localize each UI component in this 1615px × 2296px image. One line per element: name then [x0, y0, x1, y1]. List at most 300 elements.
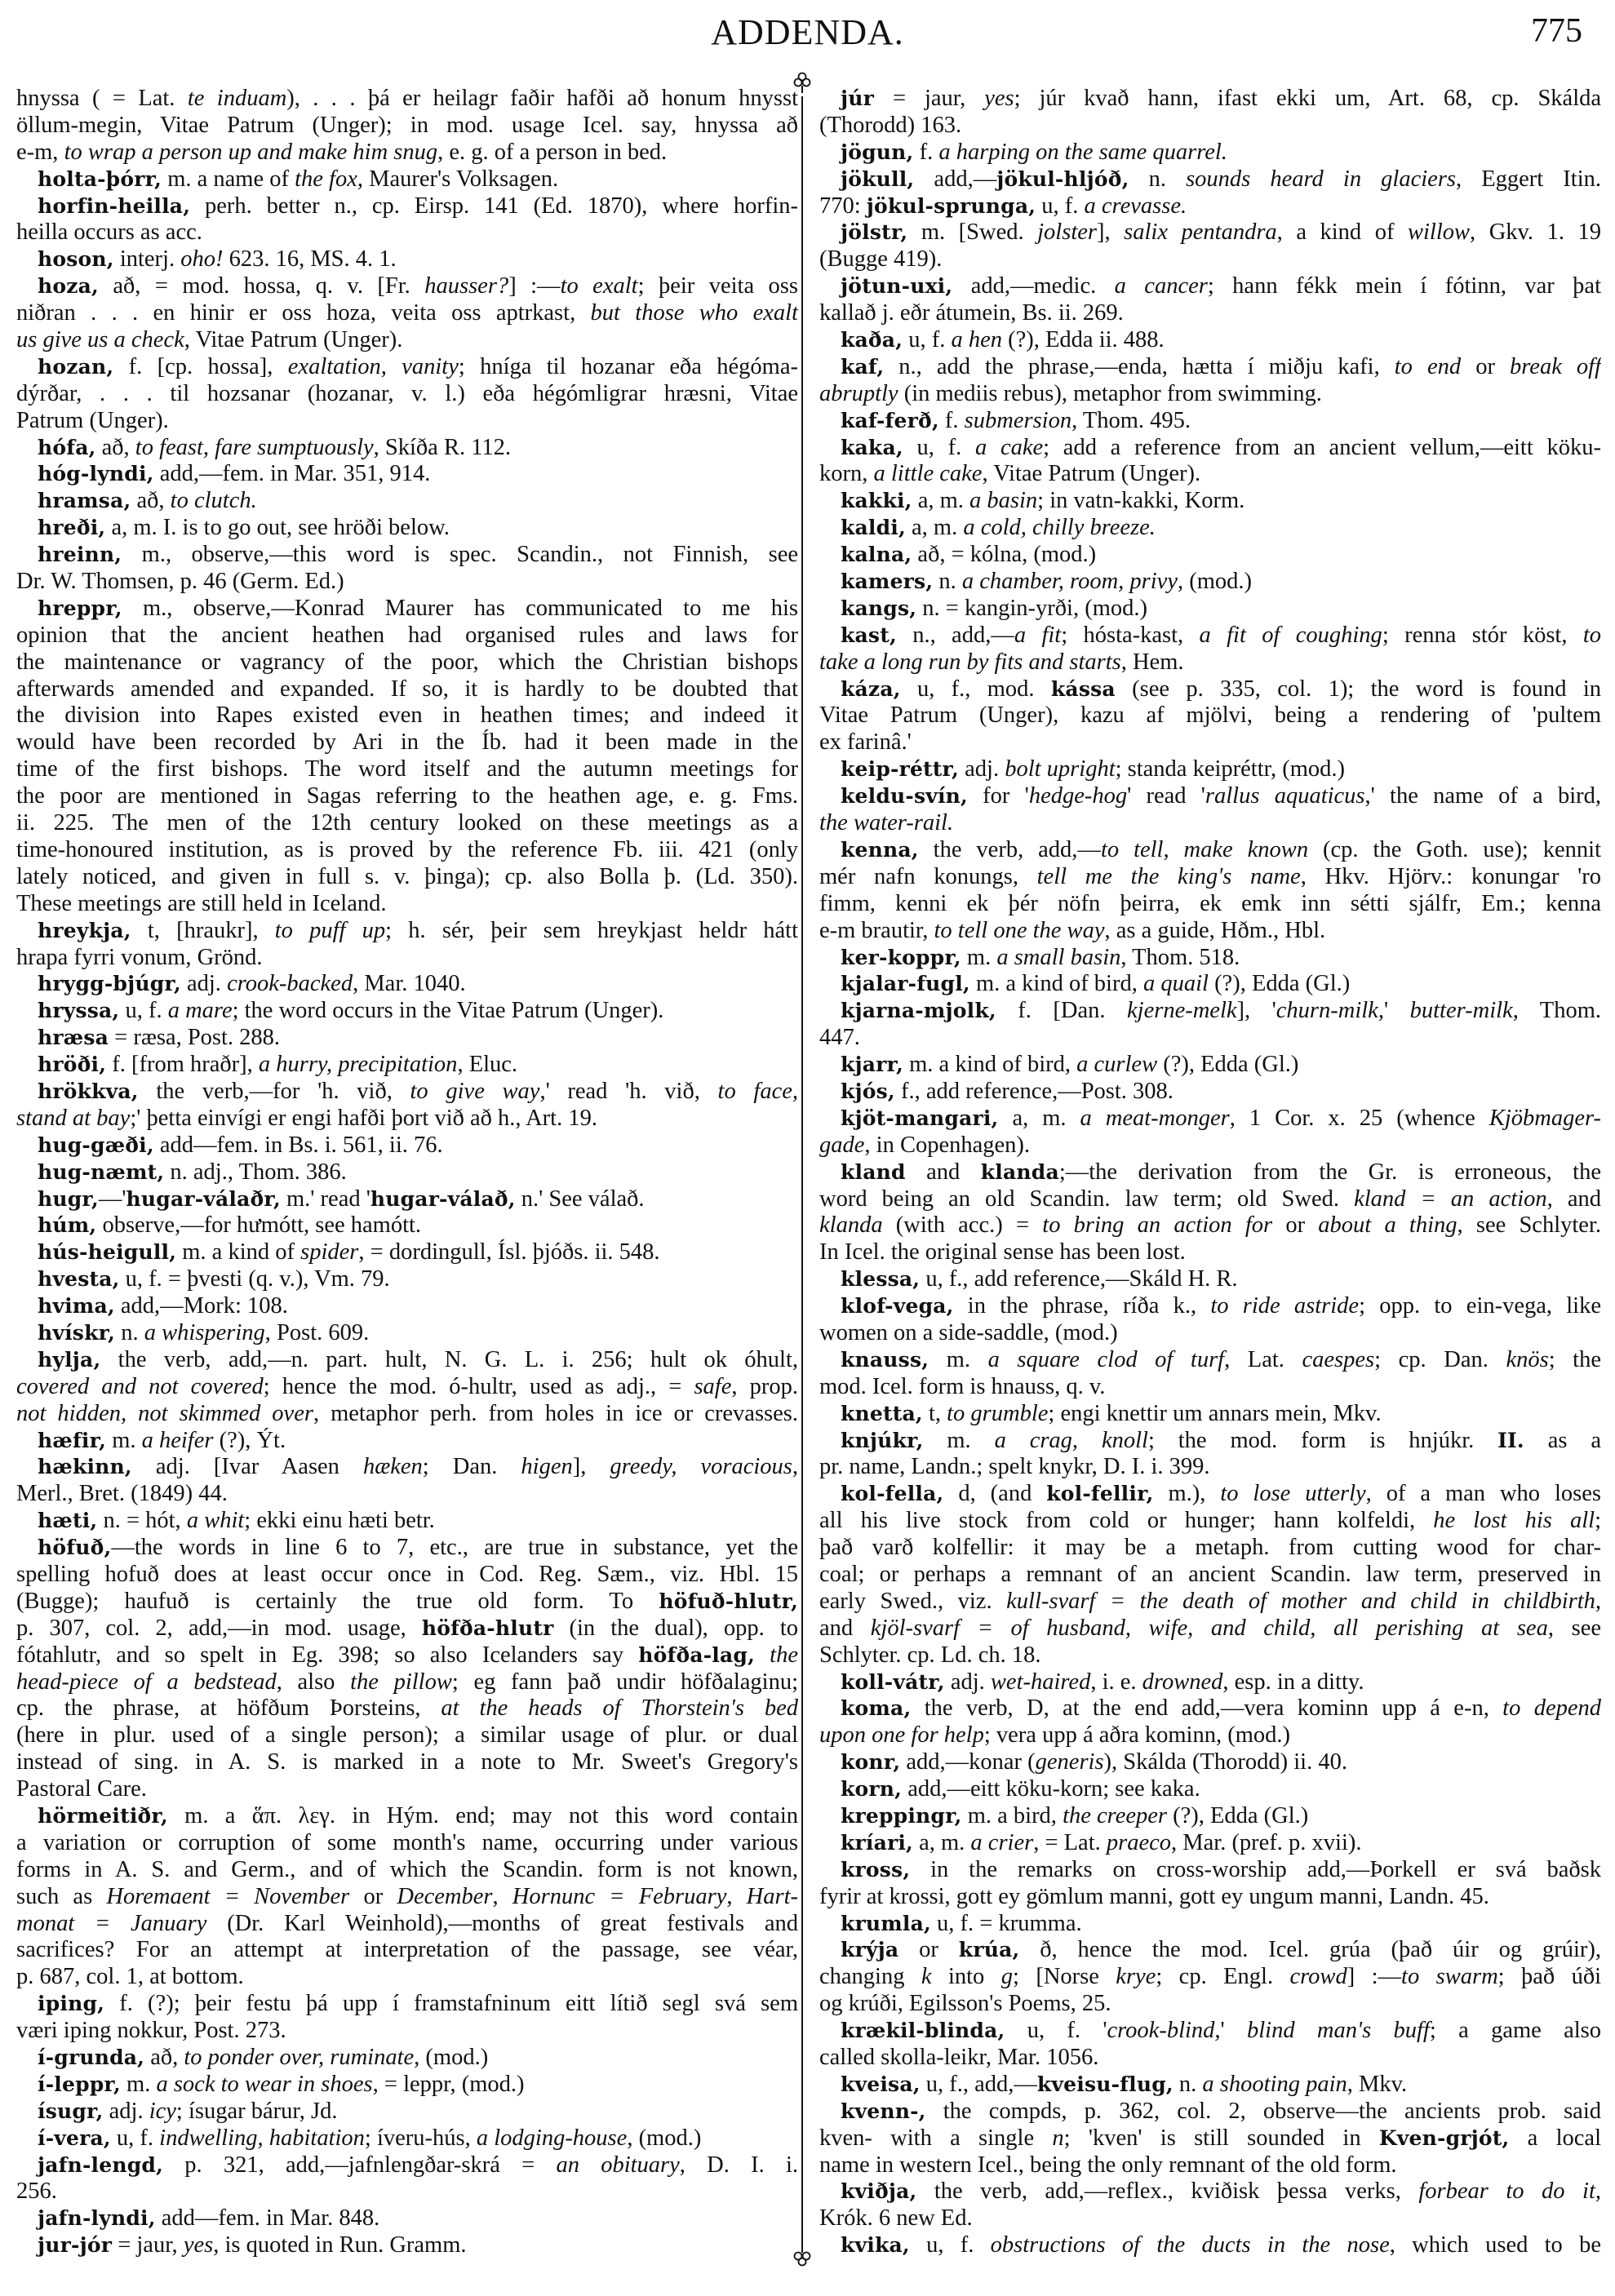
- entry-text: n.' See válað.: [515, 1186, 645, 1212]
- text-line: [16, 381, 798, 408]
- entry-text: ; þeir veita oss: [637, 273, 798, 299]
- text-line: [16, 2152, 798, 2179]
- entry-text: add—fem. in Bs. i. 561, ii. 76.: [153, 1132, 443, 1158]
- entry-text: —the words in line 6 to 7, etc., are true in substance, yet the: [111, 1535, 798, 1561]
- italic-gloss: obstructions of the ducts in the nose: [990, 2232, 1390, 2258]
- entry-text: ), Skálda (Thorodd) ii. 40.: [1103, 1749, 1347, 1775]
- text-line: [16, 864, 798, 891]
- text-line: [16, 140, 798, 166]
- text-line: [16, 435, 798, 462]
- italic-gloss: crowd: [1289, 1964, 1347, 1990]
- italic-gloss: a harping on the same quarrel.: [938, 139, 1227, 165]
- entry-text: sacrifices? For an attempt at interpretation of the passage, see véar,: [16, 1937, 798, 1963]
- entry-text: (?), Edda (Gl.): [1208, 971, 1351, 997]
- entry-text: (Bugge 419).: [819, 246, 943, 273]
- text-line: [819, 1884, 1601, 1911]
- text-line: [819, 1293, 1601, 1320]
- entry-text: Merl., Bret. (1849) 44.: [16, 1481, 228, 1507]
- entry-text: 447.: [819, 1025, 860, 1051]
- text-line: [819, 1830, 1601, 1857]
- italic-gloss: k: [921, 1964, 932, 1990]
- entry-text: the verb,—for 'h. við,: [138, 1078, 410, 1104]
- italic-gloss: yes: [183, 2232, 214, 2258]
- entry-text: 623. 16, MS. 4. 1.: [223, 246, 397, 273]
- entry-text: ; 'kven' is still sounded in: [1063, 2125, 1379, 2151]
- entry-text: p. 687, col. 1, at bottom.: [16, 1964, 244, 1990]
- entry-text: , as a guide, Hðm., Hbl.: [1104, 917, 1326, 943]
- entry-text: , e. g. of a person in bed.: [437, 139, 668, 165]
- entry-text: the division into Rapes existed even in heathen times; and indeed it: [16, 703, 798, 729]
- headword: Kven-grjót,: [1378, 2125, 1510, 2150]
- entry-text: (?), Edda (Gl.): [1157, 1052, 1299, 1078]
- entry-text: instead of sing. in A. S. is marked in a note to Mr. Sweet's Gregory's: [16, 1749, 798, 1775]
- entry-text: Vitae Patrum (Unger), kazu af mjölvi, being a rendering of 'pultem: [819, 703, 1601, 729]
- headword: koll-vátr,: [841, 1669, 945, 1694]
- italic-gloss: to face,: [717, 1078, 798, 1104]
- headword: höfuð-hlutr,: [659, 1589, 798, 1613]
- entry-text: a, m.: [998, 1105, 1080, 1131]
- entry-text: m.: [120, 2071, 157, 2097]
- italic-gloss: jolster: [1037, 219, 1097, 246]
- headword: hrökkva,: [38, 1079, 139, 1103]
- entry-text: (with acc.) =: [882, 1212, 1043, 1239]
- text-line: [16, 542, 798, 569]
- entry-text: a local: [1509, 2125, 1601, 2151]
- italic-gloss: to puff up: [274, 917, 386, 943]
- italic-gloss: hæken: [362, 1454, 423, 1480]
- headword: hreppr,: [38, 596, 122, 620]
- entry-text: in the remarks on cross-worship add,—Þorkell er svá baðsk: [910, 1856, 1601, 1882]
- entry-text: in the phrase, ríða k.,: [953, 1293, 1211, 1319]
- text-line: [16, 1616, 798, 1642]
- entry-text: Schlyter. cp. Ld. ch. 18.: [819, 1642, 1041, 1668]
- left-column: [16, 86, 798, 2259]
- entry-text: ; [Norse: [1012, 1964, 1116, 1990]
- italic-gloss: covered and not covered: [16, 1373, 264, 1399]
- headword: koma,: [841, 1696, 912, 1721]
- text-line: [819, 1079, 1601, 1106]
- italic-gloss: bolt upright: [1005, 756, 1116, 782]
- text-line: [16, 1374, 798, 1401]
- entry-text: ), . . . þá er heilagr faðir hafði að honum hnysst: [286, 86, 798, 111]
- page-title: ADDENDA.: [711, 12, 904, 52]
- italic-gloss: churn-milk,: [1276, 998, 1384, 1024]
- entry-text: ,' read 'h. við,: [539, 1078, 718, 1104]
- italic-gloss: stand at bay: [16, 1105, 131, 1131]
- entry-text: m., observe,—Konrad Maurer has communicated to me his: [122, 595, 798, 621]
- text-line: [16, 2125, 798, 2152]
- headword: kross,: [841, 1857, 911, 1882]
- headword: kjalar-fugl,: [841, 972, 970, 996]
- text-line: [16, 703, 798, 729]
- headword: hvesta,: [38, 1267, 120, 1292]
- right-column: [819, 86, 1601, 2259]
- entry-text: m.' read ': [280, 1186, 370, 1212]
- headword: keip-réttr,: [841, 757, 960, 782]
- entry-text: coal; or perhaps a remnant of an ancient Scandin. law term, preserved in: [819, 1561, 1601, 1587]
- text-line: [819, 837, 1601, 864]
- italic-gloss: December: [397, 1883, 493, 1909]
- headword: iping,: [38, 1992, 105, 2016]
- entry-text: að,: [95, 434, 135, 460]
- headword: hræsa: [38, 1026, 109, 1050]
- text-line: [819, 488, 1601, 515]
- entry-text: , (mod.): [627, 2125, 702, 2151]
- text-line: [819, 1454, 1601, 1481]
- entry-text: (in the dual), opp. to: [553, 1615, 798, 1641]
- entry-text: a variation or corruption of some month's name, occurring under various: [16, 1829, 798, 1855]
- entry-text: the verb, D, at the end add,—vera kominn upp á e-n,: [911, 1695, 1503, 1722]
- headword: húm,: [38, 1213, 97, 1238]
- text-line: [819, 1159, 1601, 1186]
- text-line: [16, 1695, 798, 1722]
- headword: kjöt-mangari,: [841, 1106, 999, 1130]
- entry-text: , Gkv. 1. 19: [1470, 219, 1601, 246]
- entry-text: n.: [1173, 2071, 1203, 2097]
- italic-gloss: klanda: [819, 1212, 883, 1239]
- text-line: [819, 1562, 1601, 1589]
- headword: kjarna-mjolk,: [841, 999, 996, 1023]
- headword: kviðja,: [841, 2179, 917, 2204]
- italic-gloss: kland = an action: [1354, 1186, 1547, 1212]
- entry-text: , see: [1547, 1615, 1601, 1641]
- entry-text: add,—konar (: [900, 1749, 1036, 1775]
- text-line: [819, 1911, 1601, 1938]
- text-line: [819, 166, 1601, 193]
- headword: kast,: [841, 623, 897, 647]
- entry-text: ex farinâ.': [819, 729, 912, 756]
- italic-gloss: take a long run by fits and starts: [819, 649, 1121, 675]
- italic-gloss: a hen: [951, 327, 1003, 353]
- entry-text: opinion that the ancient heathen had organised rules and laws for: [16, 622, 798, 648]
- entry-text: dýrðar, . . . til hozsanar (hozanar, v. l.) eða hégómligrar hræsni, Vitae: [16, 380, 798, 406]
- italic-gloss: crook-backed: [227, 971, 353, 997]
- entry-text: , Thom.: [1512, 998, 1601, 1024]
- italic-gloss: the pillow: [350, 1669, 452, 1695]
- text-line: [819, 971, 1601, 998]
- headword: kveisa,: [841, 2072, 921, 2096]
- headword: kol-fella,: [841, 1482, 944, 1506]
- italic-gloss: a hurry, precipitation: [258, 1052, 458, 1078]
- italic-gloss: Horemaent = November: [106, 1883, 350, 1909]
- entry-text: m. a kind of: [176, 1239, 301, 1265]
- entry-text: n. adj., Thom. 386.: [164, 1159, 347, 1185]
- entry-text: m. a kind of bird,: [969, 971, 1143, 997]
- entry-text: = jaur,: [112, 2232, 184, 2258]
- italic-gloss: a whispering: [144, 1319, 265, 1345]
- headword: knjúkr,: [841, 1428, 924, 1452]
- entry-text: the verb, add,—n. part. hult, N. G. L. i. 256; hult ok óhult,: [100, 1346, 798, 1372]
- entry-text: , = Lat.: [1033, 1829, 1107, 1855]
- italic-gloss: head-piece of a bedstead: [16, 1669, 277, 1695]
- italic-gloss: to exalt: [560, 273, 638, 299]
- entry-text: ,' the name of a bird,: [1364, 783, 1601, 809]
- text-line: [819, 2152, 1601, 2179]
- entry-text: , Mkv.: [1347, 2071, 1408, 2097]
- entry-text: t,: [922, 1400, 947, 1426]
- text-line: [16, 1293, 798, 1320]
- italic-gloss: to clutch.: [170, 488, 257, 514]
- italic-gloss: a fit of coughing: [1199, 622, 1382, 648]
- entry-text: , Hkv. Hjörv.: konungar 'ro: [1300, 863, 1601, 889]
- text-line: [819, 1589, 1601, 1616]
- text-line: [819, 1428, 1601, 1455]
- italic-gloss: exaltation, vanity: [287, 353, 459, 379]
- entry-text: for ': [967, 783, 1029, 809]
- entry-text: m.: [923, 1427, 995, 1453]
- headword: hóg-lyndi,: [38, 462, 154, 486]
- text-line: [819, 2125, 1601, 2152]
- text-line: [16, 676, 798, 703]
- italic-gloss: about a thing: [1318, 1212, 1457, 1239]
- headword: hozan,: [38, 354, 114, 379]
- text-line: [819, 86, 1601, 113]
- text-line: [16, 166, 798, 193]
- entry-text: u, f.: [119, 998, 168, 1024]
- entry-text: the maintenance or vagrancy of the poor, which the Christian bishops: [16, 649, 798, 675]
- text-line: [16, 1776, 798, 1803]
- entry-text: would have been recorded by Ari in the Íb. had it been made in the: [16, 729, 798, 756]
- italic-gloss: to bring an action for: [1042, 1212, 1273, 1239]
- entry-text: the compds, p. 362, col. 2, observe—the ancients prob. said: [925, 2098, 1601, 2124]
- text-line: [16, 623, 798, 649]
- italic-gloss: to: [1582, 622, 1601, 648]
- entry-text: a, m.: [912, 1829, 971, 1855]
- entry-text: m.: [106, 1427, 142, 1453]
- entry-text: u, f. = krumma.: [930, 1910, 1082, 1936]
- italic-gloss: break off: [1510, 353, 1601, 379]
- italic-gloss: oho!: [180, 246, 224, 273]
- entry-text: , Post. 609.: [264, 1319, 370, 1345]
- text-line: [819, 703, 1601, 729]
- entry-text: ; add a reference from an ancient vellum,—eitt köku-: [1043, 434, 1601, 460]
- entry-text: ð, hence the mod. Icel. grúa (það úir og grúir),: [1019, 1937, 1601, 1963]
- italic-gloss: Hart-: [746, 1883, 798, 1909]
- text-line: [819, 810, 1601, 837]
- headword: hug-gæði,: [38, 1132, 154, 1157]
- headword: hugar-válað,: [370, 1186, 516, 1211]
- entry-text: ,: [726, 1883, 747, 1909]
- italic-gloss: a curlew: [1076, 1052, 1158, 1078]
- entry-text: e-m,: [16, 139, 64, 165]
- text-line: [819, 2205, 1601, 2232]
- text-line: [16, 729, 798, 756]
- entry-text: niðran . . . en hinir er oss hoza, veita oss aptrkast,: [16, 300, 591, 326]
- italic-gloss: n: [1052, 2125, 1064, 2151]
- entry-text: m., observe,—this word is spec. Scandin., not Finnish, see: [122, 542, 798, 568]
- entry-text: , a kind of: [1276, 219, 1408, 246]
- italic-gloss: not hidden, not skimmed over: [16, 1400, 313, 1426]
- italic-gloss: safe: [694, 1373, 732, 1399]
- text-line: [16, 2232, 798, 2259]
- entry-text: the poor are mentioned in Sagas referring to the heathen age, e. g. Fms.: [16, 783, 798, 809]
- entry-text: (?), Edda ii. 488.: [1002, 327, 1165, 353]
- entry-text: , esp. in a ditty.: [1222, 1669, 1364, 1695]
- entry-text: u, f.: [903, 327, 952, 353]
- text-line: [819, 1964, 1601, 1991]
- entry-text: u, f.: [909, 2232, 991, 2258]
- text-line: [16, 1186, 798, 1213]
- text-line: [819, 1991, 1601, 2018]
- entry-text: (Thorodd) 163.: [819, 112, 962, 138]
- headword: hús-heigull,: [38, 1240, 177, 1265]
- headword: ker-koppr,: [841, 945, 961, 969]
- headword: hoson,: [38, 247, 114, 272]
- text-line: [16, 1106, 798, 1132]
- text-line: [16, 918, 798, 945]
- text-line: [16, 1937, 798, 1964]
- italic-gloss: greedy, voracious,: [610, 1454, 798, 1480]
- entry-text: ; renna stór köst,: [1382, 622, 1583, 648]
- text-line: [819, 1401, 1601, 1428]
- text-line: [16, 219, 798, 246]
- entry-text: ; a game also: [1429, 2018, 1601, 2044]
- text-line: [16, 1132, 798, 1159]
- italic-gloss: drowned: [1142, 1669, 1223, 1695]
- text-line: [16, 408, 798, 435]
- italic-gloss: but those who exalt: [590, 300, 798, 326]
- entry-text: Patrum (Unger).: [16, 407, 169, 433]
- italic-gloss: to depend: [1502, 1695, 1601, 1722]
- italic-gloss: to swarm: [1401, 1964, 1498, 1990]
- entry-text: add,—eitt köku-korn; see kaka.: [902, 1776, 1200, 1802]
- text-line: [819, 1106, 1601, 1132]
- entry-text: Pastoral Care.: [16, 1776, 147, 1802]
- headword: kangs,: [841, 596, 917, 620]
- entry-text: add,—fem. in Mar. 351, 914.: [153, 461, 431, 487]
- headword: kássa: [1050, 676, 1116, 701]
- entry-text: u, f., mod.: [900, 676, 1051, 702]
- entry-text: mod. Icel. form is hnauss, q. v.: [819, 1373, 1106, 1399]
- entry-text: , prop.: [731, 1373, 798, 1399]
- text-line: [16, 1052, 798, 1079]
- headword: hylja,: [38, 1347, 101, 1372]
- headword: kaka,: [841, 435, 903, 459]
- headword: kjós,: [841, 1079, 895, 1103]
- text-line: [819, 1508, 1601, 1535]
- entry-text: , see Schlyter.: [1457, 1212, 1601, 1239]
- italic-gloss: monat = January: [16, 1910, 207, 1936]
- entry-text: fyrir at krossi, gott ey gömlum manni, gott ey ungum manni, Landn. 45.: [819, 1883, 1489, 1909]
- text-line: [819, 1186, 1601, 1213]
- italic-gloss: a fit: [1014, 622, 1062, 648]
- entry-text: , Vitae Patrum (Unger).: [184, 327, 403, 353]
- italic-gloss: generis: [1035, 1749, 1104, 1775]
- headword: korn,: [841, 1777, 903, 1802]
- text-line: [16, 971, 798, 998]
- text-line: [16, 515, 798, 542]
- headword: krækil-blinda,: [841, 2019, 1005, 2043]
- entry-text: u, f.: [110, 2125, 160, 2151]
- text-line: [16, 1212, 798, 1239]
- italic-gloss: the fox: [295, 166, 357, 192]
- text-line: [819, 408, 1601, 435]
- text-line: [16, 1320, 798, 1347]
- entry-text: or: [1272, 1212, 1319, 1239]
- headword: II.: [1497, 1428, 1524, 1452]
- entry-text: f., add reference,—Post. 308.: [894, 1078, 1174, 1104]
- entry-text: (?), Edda (Gl.): [1166, 1803, 1309, 1828]
- text-line: [819, 381, 1601, 408]
- italic-gloss: an obituary: [556, 2152, 680, 2178]
- entry-text: u, f. = þvesti (q. v.), Vm. 79.: [119, 1266, 390, 1292]
- headword: konr,: [841, 1750, 901, 1775]
- entry-text: m. a ἅπ. λεγ. in Hým. end; may not this word contain: [167, 1803, 798, 1828]
- entry-text: the verb, add,—reflex., kviðisk þessa verks,: [916, 2179, 1419, 2205]
- entry-text: a, m.: [905, 515, 964, 541]
- entry-text: a, m.: [912, 488, 970, 514]
- text-line: [16, 1803, 798, 1830]
- text-line: [819, 1642, 1601, 1669]
- entry-text: u, f.: [903, 434, 975, 460]
- entry-text: m. [Swed.: [907, 219, 1038, 246]
- italic-gloss: tell me the king's name: [1036, 863, 1301, 889]
- headword: hug-næmt,: [38, 1159, 165, 1184]
- headword: í-vera,: [38, 2125, 111, 2150]
- text-line: [819, 864, 1601, 891]
- headword: jögun,: [841, 140, 914, 164]
- entry-text: ; cp. Engl.: [1156, 1964, 1290, 1990]
- text-line: [16, 1481, 798, 1508]
- entry-text: , Thom. 518.: [1120, 944, 1240, 970]
- headword: hreykja,: [38, 918, 131, 942]
- entry-text: , D. I. i.: [679, 2152, 798, 2178]
- headword: holta-þórr,: [38, 166, 162, 191]
- entry-text: m.: [929, 1346, 988, 1372]
- italic-gloss: a crevasse.: [1084, 193, 1187, 219]
- text-line: [819, 1025, 1601, 1052]
- text-line: [16, 1562, 798, 1589]
- text-line: [819, 1669, 1601, 1696]
- entry-text: , Eggert Itin.: [1456, 166, 1601, 192]
- text-line: [819, 1722, 1601, 1749]
- text-line: [16, 837, 798, 864]
- entry-text: called skolla-leikr, Mar. 1056.: [819, 2045, 1099, 2071]
- headword: kland: [841, 1159, 906, 1184]
- entry-text: afterwards amended and expanded. If so, it is hardly to be doubted that: [16, 676, 798, 702]
- text-line: [819, 1803, 1601, 1830]
- italic-gloss: higen: [521, 1454, 573, 1480]
- headword: hryssa,: [38, 999, 120, 1023]
- text-line: [16, 1159, 798, 1186]
- text-line: [819, 246, 1601, 273]
- text-line: [16, 810, 798, 837]
- italic-gloss: to end: [1394, 353, 1462, 379]
- entry-text: ;—the derivation from the Gr. is erroneous, the: [1058, 1159, 1601, 1185]
- entry-text: að, = kólna, (mod.): [912, 542, 1097, 568]
- entry-text: ' read ': [1127, 783, 1205, 809]
- italic-gloss: icy: [149, 2098, 176, 2124]
- italic-gloss: a heifer: [141, 1427, 214, 1453]
- text-line: [819, 1481, 1601, 1508]
- entry-text: a, m. I. is to go out, see hröði below.: [105, 515, 450, 541]
- text-line: [819, 1776, 1601, 1803]
- entry-text: að,: [144, 2045, 184, 2071]
- headword: horfin-heilla,: [38, 193, 191, 218]
- headword: kaf-ferð,: [841, 408, 939, 432]
- italic-gloss: kull-svarf = the death of mother and child in childbirth,: [1006, 1588, 1601, 1614]
- italic-gloss: to lose utterly: [1220, 1481, 1366, 1507]
- text-line: [16, 1830, 798, 1857]
- headword: knauss,: [841, 1347, 930, 1372]
- headword: hoza,: [38, 274, 99, 299]
- headword: jökul-hljóð,: [996, 166, 1129, 191]
- entry-text: [755, 1642, 770, 1668]
- italic-gloss: spider: [300, 1239, 359, 1265]
- entry-text: , Mar. 1040.: [353, 971, 466, 997]
- entry-text: pr. name, Landn.; spelt knykr, D. I. i. 399.: [819, 1454, 1210, 1480]
- entry-text: , which used to be: [1389, 2232, 1601, 2258]
